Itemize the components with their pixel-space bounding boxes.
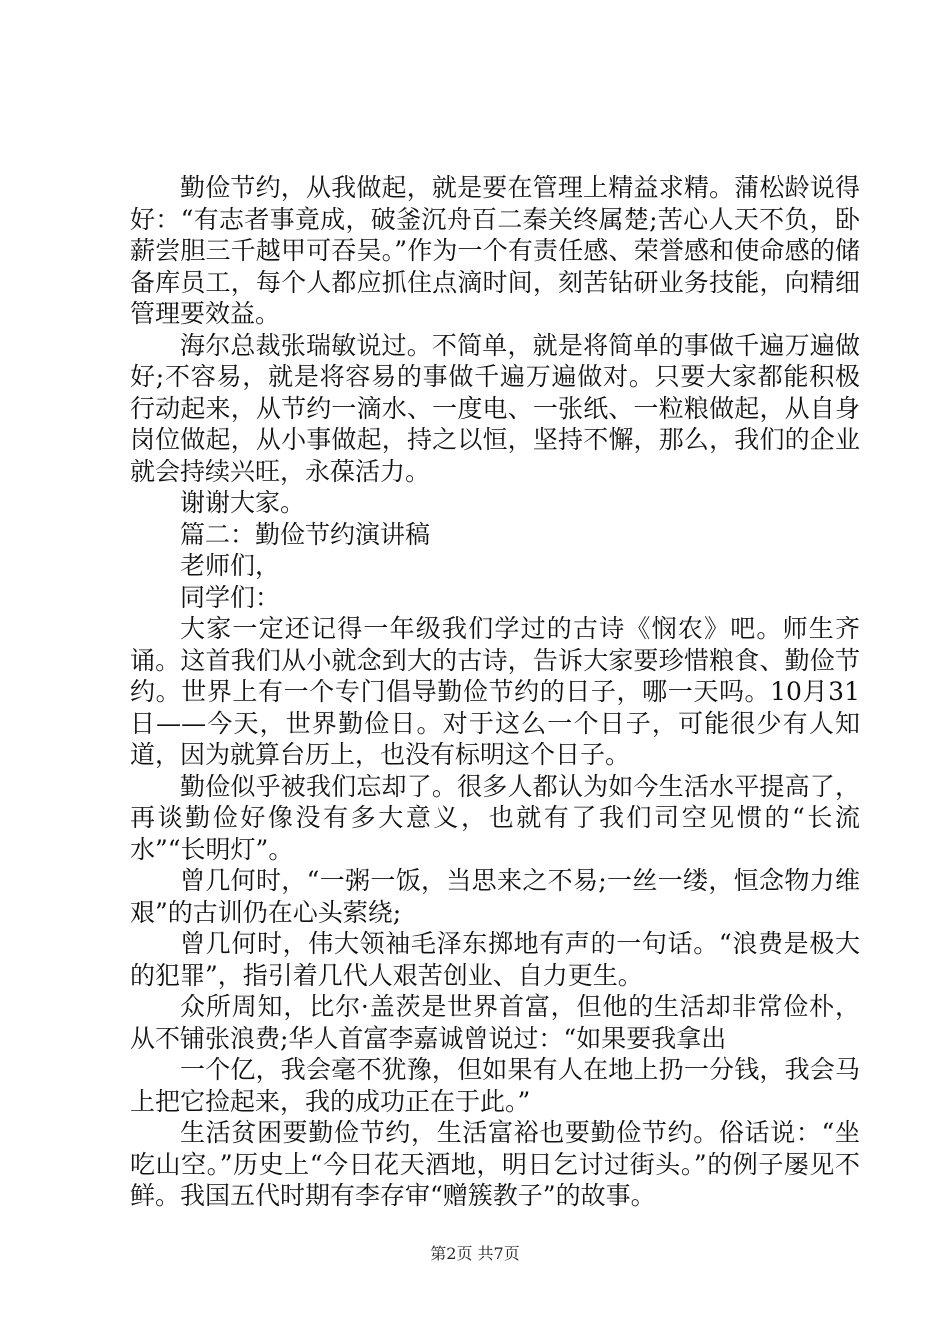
paragraph-mao-quote: 曾几何时，伟大领袖毛泽东掷地有声的一句话。“浪费是极大的犯罪”，指引着几代人艰苦创业、自力更生。 <box>130 929 860 990</box>
paragraph-li-continued: 一个亿，我会毫不犹豫，但如果有人在地上扔一分钱，我会马上把它捡起来，我的成功正在于此。” <box>130 1055 860 1116</box>
page-footer <box>0 1244 950 1264</box>
document-body <box>130 172 860 1212</box>
paragraph-lean-management: 勤俭节约，从我做起，就是要在管理上精益求精。蒲松龄说得好：“有志者事竟成，破釜沉舟百二秦关终属楚;苦心人天不负，卧薪尝胆三千越甲可吞吴。”作为一个有责任感、荣誉感和使命感的储备库员工，每个人都应抓住点滴时间，刻苦钻研业务技能，向精细管理要效益。 <box>130 173 860 328</box>
paragraph-thrift-forgotten: 勤俭似乎被我们忘却了。很多人都认为如今生活水平提高了，再谈勤俭好像没有多大意义，也就有了我们司空见惯的“长流水”“长明灯”。 <box>130 771 860 864</box>
page-number-label: 第2页 共7页 <box>430 1244 520 1263</box>
paragraph-ancient-maxim: 曾几何时，“一粥一饭，当思来之不易;一丝一缕，恒念物力维艰”的古训仍在心头萦绕; <box>130 866 860 927</box>
paragraph-wealth-and-thrift: 生活贫困要勤俭节约，生活富裕也要勤俭节约。俗话说：“坐吃山空。”历史上“今日花天酒地，明日乞讨过街头。”的例子屡见不鲜。我国五代时期有李存审“赠簇教子”的故事。 <box>130 1118 860 1210</box>
paragraph-poem-and-thrift-day: 大家一定还记得一年级我们学过的古诗《悯农》吧。师生齐诵。这首我们从小就念到大的古诗，告诉大家要珍惜粮食、勤俭节约。世界上有一个专门倡导勤俭节约的日子，哪一天吗。10月31日——今天，世界勤俭日。对于这么一个日子，可能很少有人知道，因为就算台历上，也没有标明这个日子。 <box>130 614 860 769</box>
salutation-teachers: 老师们， <box>180 551 281 580</box>
paragraph-haier-quote: 海尔总裁张瑞敏说过。不简单，就是将简单的事做千遍万遍做好;不容易，就是将容易的事做千遍万遍做对。只要大家都能积极行动起来，从节约一滴水、一度电、一张纸、一粒粮做起，从自身岗位做起，从小事做起，持之以恒，坚持不懈，那么，我们的企业就会持续兴旺，永葆活力。 <box>130 330 860 486</box>
salutation-students: 同学们： <box>180 582 281 612</box>
section-heading-part-two: 篇二：勤俭节约演讲稿 <box>180 519 431 549</box>
paragraph-thanks: 谢谢大家。 <box>180 488 306 517</box>
paragraph-gates-and-li: 众所周知，比尔·盖茨是世界首富，但他的生活却非常俭朴，从不铺张浪费;华人首富李嘉诚曾说过：“如果要我拿出 <box>130 992 860 1053</box>
